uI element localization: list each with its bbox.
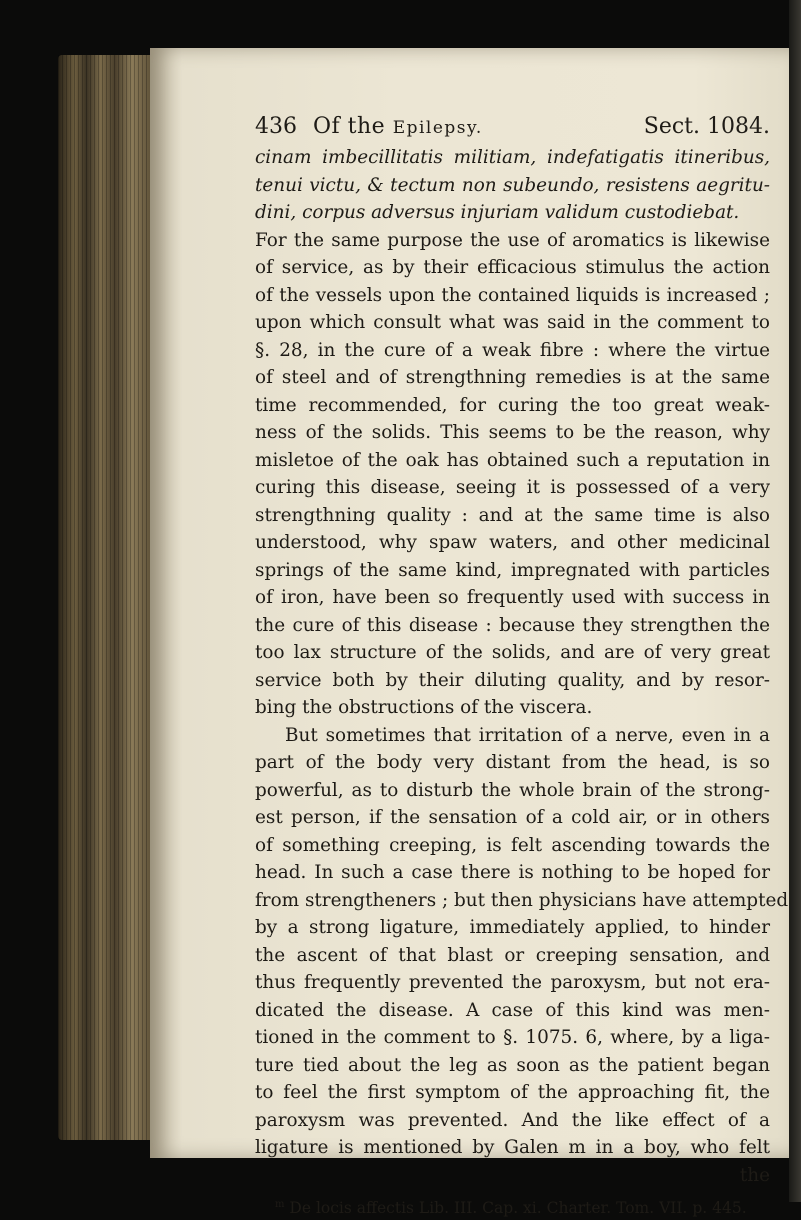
text-line: est person, if the sensation of a cold air, or in others (255, 807, 770, 828)
footnote-marker: m (275, 1199, 285, 1210)
text-line: ligature is mentioned by Galen m in a boy, who felt (255, 1137, 770, 1158)
text-line: bing the obstructions of the viscera. (255, 697, 593, 718)
text-line: But sometimes that irritation of a nerve, even in a (285, 724, 770, 746)
text-line: §. 28, in the cure of a weak fibre : where the virtue (255, 339, 770, 361)
footnote (255, 1193, 770, 1217)
text-line: of steel and of strengthning remedies is at the same (255, 367, 770, 388)
text-line: powerful, as to disturb the whole brain of the strong- (255, 779, 770, 801)
text-line: of service, as by their efficacious stimulus the action (255, 257, 770, 278)
text-line: too lax structure of the solids, and are of very great (255, 642, 770, 663)
running-header (255, 108, 770, 144)
text-line: ture tied about the leg as soon as the patient began (255, 1054, 770, 1076)
book-page-edges (58, 55, 153, 1140)
text-line: time recommended, for curing the too great weak- (255, 394, 770, 416)
page-number: 436 (255, 114, 297, 139)
text-line: upon which consult what was said in the comment to (255, 312, 770, 333)
text-line: of the vessels upon the contained liquids is increased ; (255, 284, 770, 306)
text-line: springs of the same kind, impregnated with particles (255, 559, 770, 581)
text-line: tenui victu, & tectum non subeundo, resistens aegritu- (255, 174, 770, 196)
page-text (255, 108, 789, 1218)
text-line: curing this disease, seeing it is possessed of a very (255, 477, 770, 498)
text-line: by a strong ligature, immediately applied, to hinder (255, 917, 770, 938)
text-line: dini, corpus adversus injuriam validum custodiebat. (255, 202, 740, 223)
text-line: understood, why spaw waters, and other medicinal (255, 532, 770, 553)
text-line: to feel the first symptom of the approaching fit, the (255, 1082, 770, 1103)
text-line: head. In such a case there is nothing to be hoped for (255, 862, 770, 883)
text-line: ness of the solids. This seems to be the reason, why (255, 422, 770, 443)
text-line: misletoe of the oak has obtained such a reputation in (255, 449, 770, 471)
text-line: of iron, have been so frequently used with success in (255, 587, 770, 608)
text-line: paroxysm was prevented. And the like effect of a (255, 1109, 770, 1131)
text-line: tioned in the comment to §. 1075. 6, where, by a liga- (255, 1027, 770, 1048)
right-shadow (789, 0, 801, 1202)
text-line: the cure of this disease : because they strengthen the (255, 614, 770, 636)
text-line: service both by their diluting quality, and by resor- (255, 669, 770, 691)
text-line: cinam imbecillitatis militiam, indefatigatis itineribus, (255, 147, 770, 168)
text-line: strengthning quality : and at the same time is also (255, 504, 770, 526)
catchword: the (739, 1164, 770, 1186)
text-line: dicated the disease. A case of this kind was men- (255, 999, 770, 1021)
text-line: the ascent of that blast or creeping sensation, and (255, 944, 770, 966)
text-line: part of the body very distant from the head, is so (255, 752, 770, 773)
running-title: Of the Epilepsy. (313, 114, 483, 139)
text-line: from strengtheners ; but then physicians have attempted (255, 889, 789, 911)
footnote-text: De locis affectis Lib. III. Cap. xi. Charter. Tom. VII. p. 445. (289, 1199, 747, 1218)
text-line: For the same purpose the use of aromatics is likewise (255, 229, 770, 251)
text-line: thus frequently prevented the paroxysm, but not era- (255, 972, 770, 993)
section-number: Sect. 1084. (643, 114, 770, 139)
text-line: of something creeping, is felt ascending towards the (255, 834, 770, 856)
